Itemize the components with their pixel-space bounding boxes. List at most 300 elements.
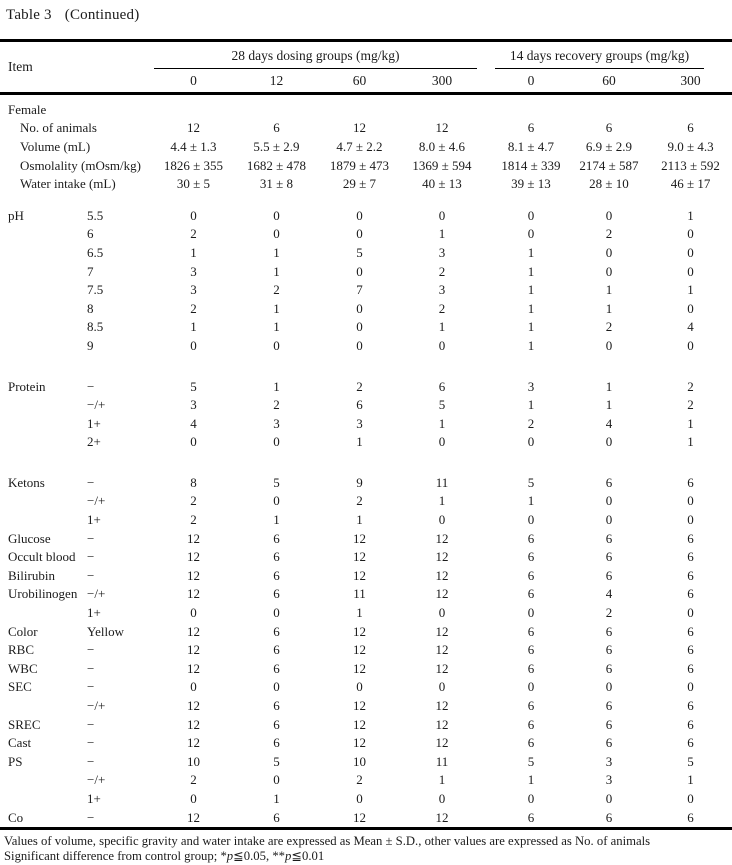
value-cell: 0 [190, 679, 197, 695]
sub-cell: − [87, 642, 95, 658]
value-cell: 6 [687, 120, 694, 136]
value-cell: 2 [687, 397, 694, 413]
item-cell [0, 299, 86, 318]
item-cell: SEC [8, 679, 32, 695]
value-cell: 0 [356, 337, 363, 353]
value-cell: 6 [527, 698, 535, 714]
sub-cell: − [87, 679, 95, 695]
value-cell: 3 [527, 378, 535, 394]
value-cell: 8.0 ± 4.6 [418, 138, 466, 154]
sub-cell: 8.5 [87, 319, 104, 335]
value-cell: 1682 ± 478 [246, 157, 307, 173]
table-row [0, 433, 732, 452]
value-cell: 1 [356, 434, 363, 450]
value-cell: 6 [438, 378, 446, 394]
dose-column-header: 300 [649, 72, 732, 94]
table-row [0, 492, 732, 511]
value-cell: 0 [273, 337, 280, 353]
column-gap [483, 771, 493, 790]
value-cell: 12 [435, 698, 449, 714]
value-cell: 1 [438, 226, 446, 242]
value-cell: 0 [190, 337, 197, 353]
dose-column-header: 0 [152, 72, 235, 94]
value-cell: 2 [605, 226, 613, 242]
table-row [0, 529, 732, 548]
column-gap [483, 318, 493, 337]
value-cell: 0 [190, 434, 197, 450]
value-cell: 1 [356, 605, 363, 621]
sub-cell: − [87, 716, 95, 732]
value-cell: 0 [190, 790, 197, 806]
table-row [0, 697, 732, 716]
value-cell: 29 ± 7 [342, 176, 377, 192]
sub-cell: 7.5 [87, 282, 104, 298]
value-cell: 6 [687, 567, 694, 583]
value-cell: 0 [356, 679, 363, 695]
value-cell: 3 [273, 415, 280, 431]
value-cell: 12 [353, 642, 366, 658]
value-cell: 6 [687, 474, 694, 490]
value-cell: 0 [527, 605, 535, 621]
value-cell: 12 [187, 530, 200, 546]
column-gap [483, 175, 493, 194]
footnote-2-mid: ≦0.05, ** [233, 849, 286, 864]
value-cell: 12 [187, 586, 200, 602]
value-cell: 6 [273, 120, 280, 136]
value-cell: 39 ± 13 [511, 176, 551, 192]
value-cell: 6 [273, 623, 280, 639]
value-cell: 1 [605, 282, 613, 298]
dose-column-header: 60 [569, 72, 649, 94]
value-cell: 6 [605, 549, 613, 565]
value-cell: 12 [353, 567, 366, 583]
value-cell: 6 [273, 567, 280, 583]
item-cell [0, 433, 86, 452]
footnote-2-p-symbol: p [285, 849, 292, 864]
table-row [0, 771, 732, 790]
value-cell: 6 [687, 530, 694, 546]
item-column-header: Item [0, 42, 152, 94]
value-cell: 0 [605, 337, 613, 353]
value-cell: 4.4 ± 1.3 [170, 138, 217, 154]
value-cell: 6 [687, 549, 694, 565]
table-row [0, 511, 732, 530]
table-row [0, 678, 732, 697]
value-cell: 1 [527, 772, 535, 788]
value-cell: 1 [356, 512, 363, 528]
item-cell [0, 604, 86, 623]
value-cell: 12 [353, 809, 366, 825]
column-gap [483, 262, 493, 281]
table-row [0, 622, 732, 641]
value-cell: 10 [187, 753, 200, 769]
value-cell: 0 [527, 226, 535, 242]
table-title-suffix: (Continued) [64, 7, 140, 23]
value-cell: 12 [187, 660, 200, 676]
value-cell: 2 [273, 397, 280, 413]
value-cell: 10 [353, 753, 366, 769]
sub-cell: 1+ [87, 790, 101, 806]
table-row [0, 156, 732, 175]
value-cell: 6 [273, 716, 280, 732]
item-cell: Glucose [8, 530, 51, 546]
sub-cell: − [87, 809, 95, 825]
value-cell: 4 [605, 415, 613, 431]
value-cell: 6 [687, 642, 694, 658]
value-cell: 0 [438, 337, 446, 353]
value-cell: 0 [438, 679, 446, 695]
value-cell: 12 [435, 567, 449, 583]
value-cell: 1 [527, 263, 535, 279]
value-cell: 12 [353, 716, 366, 732]
value-cell: 2 [527, 415, 535, 431]
value-cell: 1 [527, 244, 535, 260]
value-cell: 1879 ± 473 [329, 157, 390, 173]
value-cell: 1 [273, 790, 280, 806]
value-cell: 2 [356, 772, 363, 788]
value-cell: 12 [187, 623, 200, 639]
table-row [0, 138, 732, 157]
value-cell: 0 [438, 512, 446, 528]
table-row [0, 225, 732, 244]
value-cell: 1 [273, 300, 280, 316]
column-gap [483, 529, 493, 548]
value-cell: 9 [356, 474, 363, 490]
value-cell: 6 [527, 623, 535, 639]
value-cell: 0 [438, 207, 446, 223]
value-cell: 0 [605, 679, 613, 695]
value-cell: 6 [273, 530, 280, 546]
column-gap [483, 244, 493, 263]
value-cell: 0 [687, 337, 694, 353]
table-body [0, 94, 732, 827]
group-gap-column [483, 42, 493, 94]
value-cell: 6 [527, 530, 535, 546]
value-cell: 6 [527, 120, 535, 136]
sub-cell: 8 [87, 300, 94, 316]
sub-cell: −/+ [87, 698, 106, 714]
item-cell [0, 771, 86, 790]
value-cell: 0 [687, 493, 694, 509]
item-cell: SREC [8, 716, 41, 732]
table-row [0, 206, 732, 225]
value-cell: 2 [190, 512, 197, 528]
value-cell: 5 [438, 397, 446, 413]
value-cell: 12 [353, 698, 366, 714]
column-gap [483, 790, 493, 809]
value-cell: 2 [356, 493, 363, 509]
column-gap [483, 396, 493, 415]
sub-cell: − [87, 530, 95, 546]
value-cell: 8 [190, 474, 197, 490]
sub-cell: Yellow [87, 623, 124, 639]
sub-cell: 7 [87, 263, 94, 279]
value-cell: 12 [187, 735, 200, 751]
spacer-cell [0, 355, 732, 377]
value-cell: 6 [605, 530, 613, 546]
value-cell: 8.1 ± 4.7 [507, 138, 555, 154]
sub-cell: − [87, 660, 95, 676]
column-gap [483, 225, 493, 244]
value-cell: 0 [273, 434, 280, 450]
value-cell: 0 [190, 207, 197, 223]
value-cell: 0 [273, 207, 280, 223]
item-cell: No. of animals [20, 120, 97, 136]
spacer-cell [0, 193, 732, 206]
column-gap [483, 281, 493, 300]
spacer-row [0, 452, 732, 474]
value-cell: 3 [605, 753, 613, 769]
table-row [0, 790, 732, 809]
spacer-row [0, 193, 732, 206]
sub-cell: − [87, 735, 95, 751]
sub-cell: − [87, 474, 95, 490]
value-cell: 12 [353, 660, 366, 676]
column-gap [483, 206, 493, 225]
data-table [0, 42, 732, 827]
value-cell: 1 [273, 319, 280, 335]
item-cell: Protein [8, 378, 46, 394]
value-cell: 1 [687, 415, 694, 431]
table-row [0, 101, 732, 120]
value-cell: 2 [687, 378, 694, 394]
value-cell: 0 [356, 300, 363, 316]
value-cell: 6 [687, 623, 694, 639]
value-cell: 6 [273, 809, 280, 825]
value-cell: 4 [190, 415, 197, 431]
table-container [0, 39, 732, 830]
value-cell: 12 [353, 623, 366, 639]
sub-cell: 1+ [87, 512, 101, 528]
table-row [0, 281, 732, 300]
value-cell: 5 [527, 474, 535, 490]
table-row [0, 641, 732, 660]
dosing-group-label: 28 days dosing groups (mg/kg) [154, 47, 477, 69]
column-gap [483, 715, 493, 734]
table-row [0, 734, 732, 753]
value-cell: 1 [687, 772, 694, 788]
value-cell: 0 [687, 226, 694, 242]
value-cell: 6 [273, 642, 280, 658]
value-cell: 12 [435, 120, 449, 136]
sub-cell: −/+ [87, 586, 106, 602]
column-gap [483, 734, 493, 753]
item-cell [0, 790, 86, 809]
value-cell: 12 [435, 549, 449, 565]
spacer-row [0, 355, 732, 377]
value-cell: 0 [687, 263, 694, 279]
value-cell: 3 [438, 282, 446, 298]
item-cell: Color [8, 623, 38, 639]
table-row [0, 396, 732, 415]
value-cell: 6 [273, 549, 280, 565]
value-cell: 1 [273, 378, 280, 394]
value-cell: 0 [687, 512, 694, 528]
value-cell: 6 [527, 642, 535, 658]
value-cell: 1 [438, 493, 446, 509]
value-cell: 0 [356, 263, 363, 279]
item-cell: pH [8, 207, 24, 223]
value-cell: 6 [527, 716, 535, 732]
item-cell: Urobilinogen [8, 586, 78, 602]
value-cell: 0 [605, 244, 613, 260]
header-group-row [0, 42, 732, 72]
value-cell: 12 [435, 586, 449, 602]
value-cell: 5 [190, 378, 197, 394]
table-row [0, 715, 732, 734]
value-cell: 0 [605, 790, 613, 806]
value-cell: 0 [687, 300, 694, 316]
value-cell: 1 [687, 207, 694, 223]
value-cell: 3 [605, 772, 613, 788]
value-cell: 6 [527, 735, 535, 751]
value-cell: 12 [435, 530, 449, 546]
sub-cell: 6.5 [87, 244, 104, 260]
table-row [0, 585, 732, 604]
value-cell: 12 [353, 530, 366, 546]
value-cell: 12 [187, 642, 200, 658]
table-row [0, 567, 732, 586]
value-cell: 6 [527, 586, 535, 602]
value-cell: 2 [356, 378, 363, 394]
table-row [0, 262, 732, 281]
value-cell: 6 [273, 698, 280, 714]
value-cell: 4.7 ± 2.2 [336, 138, 383, 154]
sub-cell: − [87, 567, 95, 583]
value-cell: 1 [273, 512, 280, 528]
footnotes [0, 830, 732, 865]
value-cell: 2 [190, 226, 197, 242]
value-cell: 0 [356, 207, 363, 223]
value-cell: 12 [435, 642, 449, 658]
column-gap [483, 585, 493, 604]
value-cell: 11 [353, 586, 366, 602]
column-gap [483, 622, 493, 641]
table-row [0, 175, 732, 194]
item-cell: PS [8, 753, 23, 769]
value-cell: 6 [687, 698, 694, 714]
value-cell: 3 [190, 397, 197, 413]
value-cell: 6 [605, 735, 613, 751]
item-cell: Occult blood [8, 549, 76, 565]
item-cell [0, 396, 86, 415]
sub-cell: 1+ [87, 415, 101, 431]
column-gap [483, 660, 493, 679]
footnote-2-suffix: ≦0.01 [291, 849, 325, 864]
value-cell: 1 [527, 319, 535, 335]
column-gap [483, 567, 493, 586]
table-row [0, 377, 732, 396]
item-cell [0, 244, 86, 263]
table-row [0, 604, 732, 623]
table-row [0, 474, 732, 493]
value-cell: 0 [356, 226, 363, 242]
value-cell: 0 [273, 226, 280, 242]
value-cell: 12 [435, 716, 449, 732]
value-cell: 40 ± 13 [422, 176, 462, 192]
value-cell: 0 [438, 605, 446, 621]
footnote-line-1: Values of volume, specific gravity and water intake are expressed as Mean ± S.D., other values are expressed as No. of animals [4, 833, 651, 848]
value-cell: 1 [438, 772, 446, 788]
value-cell: 3 [190, 282, 197, 298]
sub-cell: − [87, 549, 95, 565]
column-gap [483, 492, 493, 511]
value-cell: 6 [605, 660, 613, 676]
value-cell: 3 [438, 244, 446, 260]
column-gap [483, 119, 493, 138]
sub-cell: 5.5 [87, 207, 104, 223]
value-cell: 0 [527, 679, 535, 695]
item-cell: RBC [8, 642, 35, 658]
table-row [0, 244, 732, 263]
value-cell: 1 [273, 244, 280, 260]
item-cell: Co [8, 809, 24, 825]
item-cell: WBC [8, 660, 38, 676]
value-cell: 0 [273, 679, 280, 695]
column-gap [483, 138, 493, 157]
item-cell: Bilirubin [8, 567, 55, 583]
dose-column-header: 300 [401, 72, 483, 94]
value-cell: 1 [527, 337, 535, 353]
table-title [0, 0, 732, 39]
value-cell: 1 [190, 244, 197, 260]
value-cell: 6 [356, 397, 363, 413]
value-cell: 12 [353, 549, 366, 565]
table-row [0, 414, 732, 433]
column-gap [483, 604, 493, 623]
value-cell: 1 [527, 397, 535, 413]
value-cell: 0 [527, 790, 535, 806]
value-cell: 6 [273, 660, 280, 676]
value-cell: 2 [438, 263, 446, 279]
value-cell: 0 [527, 512, 535, 528]
sub-cell: 6 [87, 226, 94, 242]
dose-column-header: 60 [318, 72, 401, 94]
value-cell: 12 [187, 549, 200, 565]
value-cell: 2 [605, 319, 613, 335]
value-cell: 6 [605, 474, 613, 490]
value-cell: 12 [187, 567, 200, 583]
table-header [0, 42, 732, 94]
column-gap [483, 808, 493, 827]
column-gap [483, 433, 493, 452]
value-cell: 2 [438, 300, 446, 316]
value-cell: 11 [435, 474, 449, 490]
value-cell: 1 [605, 378, 613, 394]
value-cell: 1 [527, 300, 535, 316]
value-cell: 1369 ± 594 [412, 157, 472, 173]
value-cell: 12 [435, 623, 449, 639]
value-cell: 6 [687, 809, 694, 825]
value-cell: 0 [687, 679, 694, 695]
value-cell: 31 ± 8 [259, 176, 294, 192]
table-row [0, 318, 732, 337]
value-cell: 6 [527, 549, 535, 565]
column-gap [483, 548, 493, 567]
item-cell: Water intake (mL) [20, 176, 116, 192]
value-cell: 6 [273, 586, 280, 602]
item-cell [0, 225, 86, 244]
value-cell: 6 [527, 660, 535, 676]
value-cell: 0 [605, 512, 613, 528]
table-row [0, 753, 732, 772]
value-cell: 12 [435, 660, 449, 676]
column-gap [483, 337, 493, 356]
value-cell: 3 [190, 263, 197, 279]
value-cell: 1 [605, 397, 613, 413]
value-cell: 5 [687, 753, 694, 769]
value-cell: 12 [435, 735, 449, 751]
